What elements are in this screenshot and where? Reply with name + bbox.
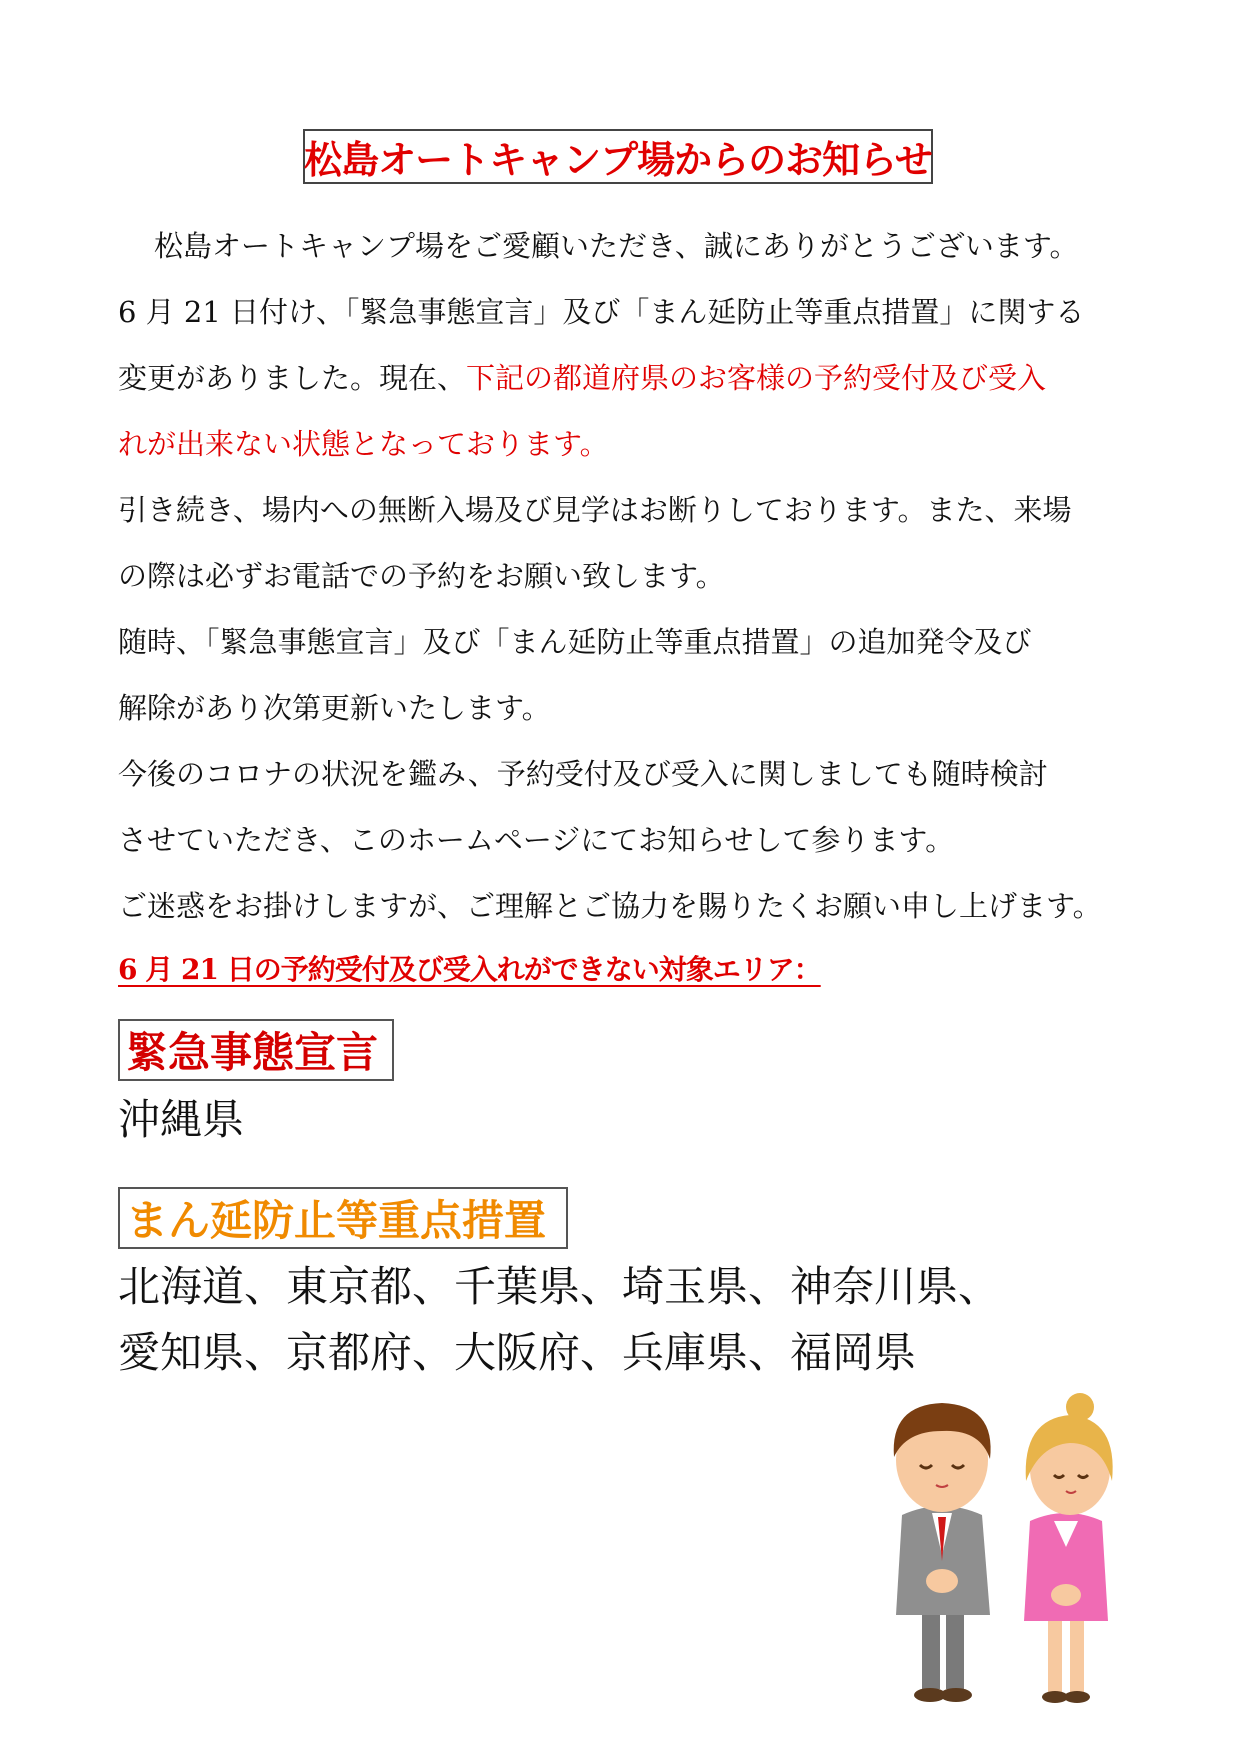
emergency-areas: 沖縄県: [118, 1095, 245, 1144]
paragraph-line: 解除があり次第更新いたします。: [118, 691, 551, 725]
priority-areas-line1: 北海道、東京都、千葉県、埼玉県、神奈川県、: [118, 1262, 1001, 1311]
bowing-staff-illustration: [880, 1385, 1130, 1715]
paragraph-line: させていただき、このホームページにてお知らせして参ります。: [118, 823, 955, 857]
emergency-label: 緊急事態宣言: [118, 1019, 394, 1081]
paragraph-highlight: 下記の都道府県のお客様の予約受付及び受入: [466, 361, 1047, 395]
bowing-man-figure: [894, 1403, 991, 1702]
paragraph-line: 今後のコロナの状況を鑑み、予約受付及び受入に関しましても随時検討: [118, 757, 1048, 791]
paragraph-greeting: 松島オートキャンプ場をご愛顧いただき、誠にありがとうございます。: [154, 229, 1079, 263]
bowing-woman-figure: [1024, 1393, 1113, 1703]
priority-areas-line2: 愛知県、京都府、大阪府、兵庫県、福岡県: [118, 1328, 917, 1377]
target-area-heading: 6 月 21 日の予約受付及び受入れができない対象エリア：: [118, 953, 821, 986]
paragraph-line: 引き続き、場内への無断入場及び見学はお断りしております。また、来場: [118, 493, 1072, 527]
paragraph-line: [118, 358, 1128, 398]
paragraph-line: 随時、「緊急事態宣言」及び「まん延防止等重点措置」の追加発令及び: [118, 625, 1032, 659]
notice-title-box: [303, 129, 933, 184]
paragraph-line: 6 月 21 日付け、「緊急事態宣言」及び「まん延防止等重点措置」に関する: [118, 295, 1085, 329]
paragraph-line: の際は必ずお電話での予約をお願い致します。: [118, 559, 725, 593]
paragraph-highlight: れが出来ない状態となっております。: [118, 427, 609, 461]
paragraph-text: 変更がありました。現在、: [118, 361, 467, 395]
paragraph-line: ご迷惑をお掛けしますが、ご理解とご協力を賜りたくお願い申し上げます。: [118, 889, 1102, 923]
notice-title: 松島オートキャンプ場からのお知らせ: [304, 137, 932, 182]
priority-measures-label: まん延防止等重点措置: [118, 1187, 568, 1249]
